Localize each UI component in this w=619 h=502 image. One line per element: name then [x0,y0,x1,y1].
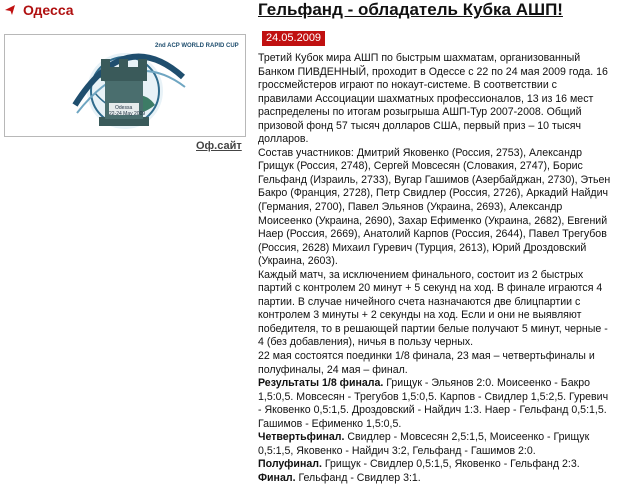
logo-caption-dates: 22-24 May 2009 [109,111,146,117]
results-text: Грищук - Свидлер 0,5:1,5, Яковенко - Гельфанд 2:3. [321,458,580,471]
results-final [258,472,614,486]
logo-arc-text: 2nd ACP WORLD RAPID CUP [155,43,239,49]
schedule-paragraph: 22 мая состоятся поединки 1/8 финала, 23 мая – четвертьфиналы и полуфиналы, 24 мая – финал. [258,350,595,376]
results-text: Гельфанд - Свидлер 3:1. [295,471,421,484]
acp-logo-graphic [5,35,245,136]
city-name[interactable]: Одесса [23,2,74,18]
results-label: Результаты 1/8 финала. [258,377,384,390]
results-label: Полуфинал. [258,458,322,471]
results-quarterfinal [258,431,614,458]
location-marker-icon [4,3,18,17]
results-semifinal [258,458,614,472]
official-site-link[interactable]: Оф.сайт [196,140,242,152]
article-body [258,52,614,486]
intro-paragraph: Третий Кубок мира АШП по быстрым шахматам, организованный Банком ПИВДЕННЫЙ, проходит в Одессе с 22 по 24 мая 2009 года. 16 гроссмейстеров играют по нокаут-системе. В соответствии с правилами Ассоциации шахматных профессионалов, 13 из 16 мест распределены по итогам розыгрыша АШП-Тур 2007-2008. Общий призовой фонд 57 тысяч долларов США, первый приз – 10 тысяч долларов. [258,52,608,146]
participants-paragraph: Состав участников: Дмитрий Яковенко (Россия, 2753), Александр Грищук (Россия, 2748), Сергей Мовсесян (Словакия, 2747), Борис Гельфанд (Израиль, 2733), Вугар Гашимов (Азербайджан, 2730), Этьен Бакро (Франция, 2728), Петр Свидлер (Россия, 2726), Аркадий Найдич (Германия, 2700), Павел Эльянов (Украина, 2693), Александр Моисеенко (Украина, 2690), Захар Ефименко (Украина, 2682), Евгений Наер (Россия, 2669), Анатолий Карпов (Россия, 2644), Павел Трегубов (Россия, 2628) Михаил Гуревич (Турция, 2613), Юрий Дроздовский (Украина, 2603). [258,146,611,268]
results-text: Грищук - Эльянов 2:0. Моисеенко - Бакро 1,5:0,5. Мовсесян - Трегубов 1,5:0,5. Карпов - Свидлер 1,5:2,5. Гуревич - Яковенко 0,5:1,5. Дроздовский - Найдич 1:3. Наер - Гельфанд 0,5:1,5. Гашимов - Ефименко 1,5:0,5. [258,377,609,430]
format-paragraph: Каждый матч, за исключением финального, состоит из 2 быстрых партий с контролем 20 минут + 5 секунд на ход. В финале играются 4 партии. В случае ничейного счета назначаются две блицпартии с контролем 3 минуты + 2 секунды на ход. Если и они не выявляют победителя, то в решающей партии белые получают 5 минут, черные - 4 (без добавления), ничья в пользу черных. [258,268,608,349]
date-badge: 24.05.2009 [262,31,325,46]
results-round-of-16 [258,377,614,431]
results-label: Финал. [258,471,296,484]
results-text: Свидлер - Мовсесян 2,5:1,5, Моисеенко - Грищук 0,5:1,5, Яковенко - Найдич 3:2, Гельфанд - Гашимов 2:0. [258,431,590,457]
logo-caption-city: Odessa [115,105,133,111]
city-header [4,2,74,18]
results-label: Четвертьфинал. [258,431,345,444]
event-logo [4,34,246,137]
article-title[interactable]: Гельфанд - обладатель Кубка АШП! [258,0,563,19]
